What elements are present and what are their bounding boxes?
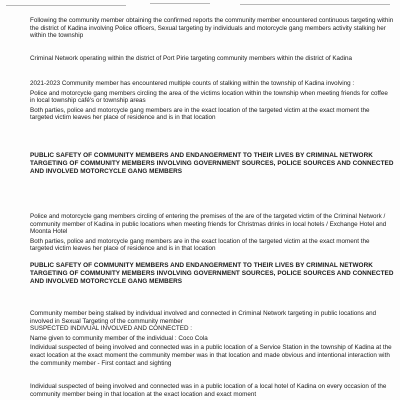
paragraph-targeting-kadina xyxy=(30,17,394,40)
scan-edge-segment xyxy=(240,4,390,5)
heading-text: PUBLIC SAFETY OF COMMUNITY MEMBERS AND ENDANGERMENT TO THEIR LIVES BY CRIMINAL NETWORK TARGETING OF COMMUNITY MEMBERS INVOLVING GOVERNMENT SOURCES, POLICE SOURCES AND CONNECTED AND INVOLVED MOTORCYCLE GANG MEMBERS xyxy=(30,262,394,286)
suspected-individual-section xyxy=(30,310,394,367)
hotel-circling-section xyxy=(30,213,394,253)
stalking-counts-section xyxy=(30,80,394,122)
scan-top-edge xyxy=(0,0,400,8)
paragraph-text: Police and motorcycle gang members circling the area of the victims location within the township when meeting friends for coffee in local township café's or township areas xyxy=(30,89,388,105)
scan-edge-segment xyxy=(150,3,210,4)
paragraph-text: Community member being stalked by individual involved and connected in Criminal Network targeting in public locations and involved in Sexual Targeting of the community member xyxy=(30,310,377,325)
paragraph-text: Name given to community member of the individual : Coco Cola xyxy=(30,334,208,342)
paragraph-local-hotel xyxy=(30,383,394,398)
paragraph-text: Criminal Network operating within the district of Port Pirie targeting community members within the district of Kadina xyxy=(30,55,352,62)
paragraph-text: Individual suspected of being involved and connected was in a public location of a Service Station in the township of Kadina at the exact location at the exact moment the community member was in that location and made obvious and intentional interaction with the community member - First contact and sighting xyxy=(30,344,392,367)
paragraph-text: 2021-2023 Community member has encountered multiple counts of stalking within the township of Kadina involving : xyxy=(30,80,355,87)
section-heading xyxy=(30,262,394,287)
section-heading xyxy=(30,152,394,177)
heading-text: PUBLIC SAFETY OF COMMUNITY MEMBERS AND ENDANGERMENT TO THEIR LIVES BY CRIMINAL NETWORK TARGETING OF COMMUNITY MEMBERS INVOLVING GOVERNMENT SOURCES, POLICE SOURCES AND CONNECTED AND INVOLVED MOTORCYCLE GANG MEMBERS xyxy=(30,152,394,176)
paragraph-text: Both parties, police and motorcycle gang members are in the exact location of the targeted victim at the exact moment the targeted victim leaves her place of residence and is in that location xyxy=(30,237,370,253)
subheading-text: SUSPECTED INDIVUAL INVOLVED AND CONNECTED : xyxy=(30,325,192,333)
paragraph-text: Individual suspected of being involved and connected was in a public location of a local hotel of Kadina on every occasion of the community member being in that location at the exact location and exact moment xyxy=(30,383,387,398)
paragraph-criminal-network xyxy=(30,55,394,63)
paragraph-text: Following the community member obtaining the confirmed reports the community member encountered continuous targeting within the district of Kadina involving Police officers, Sexual targeting by individuals and motorcycle gang members activity stalking her within the township xyxy=(30,17,394,40)
paragraph-text: Both parties, police and motorcycle gang members are in the exact location of the targeted victim at the exact moment the targeted victim leaves her place of residence and is in that location xyxy=(30,106,370,122)
paragraph-text: Police and motorcycle gang members circling of entering the premises of the are of the targeted victim of the Criminal Network / community member of Kadina in public locations when meeting friends for Christmas drinks in local hotels / Exchange Hotel and Moonta Hotel xyxy=(30,213,387,236)
scan-edge-segment xyxy=(6,5,126,6)
